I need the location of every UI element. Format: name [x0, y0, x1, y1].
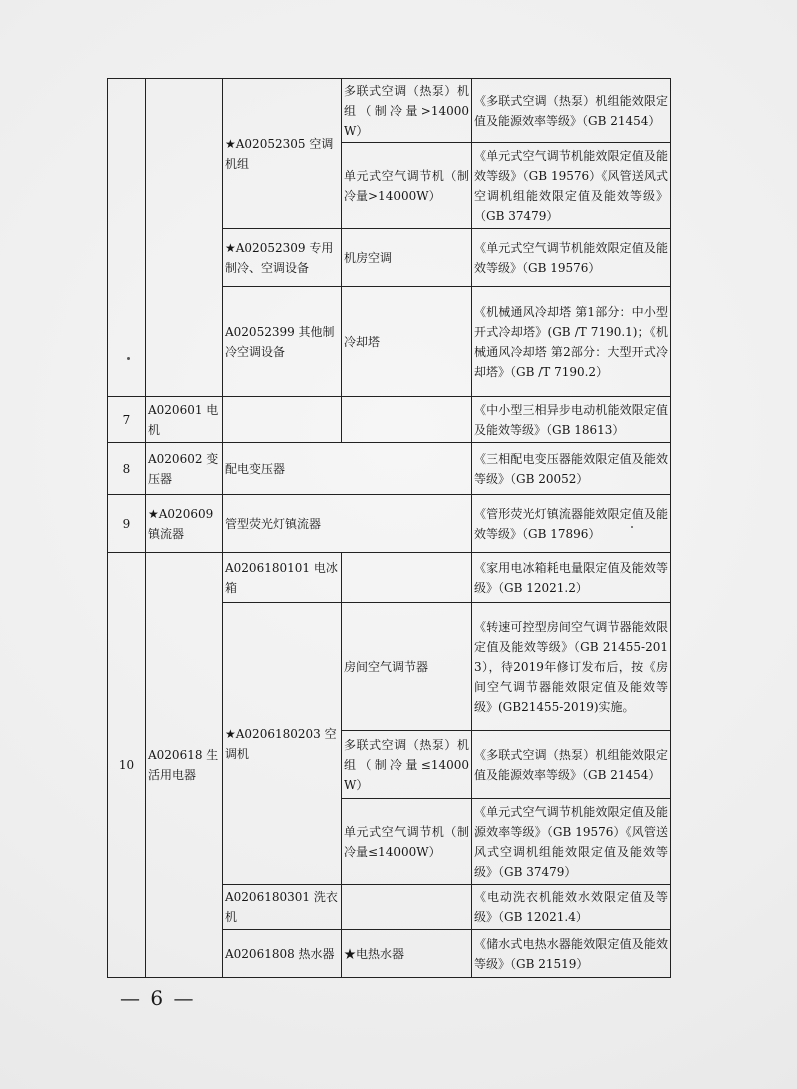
- category-cell: ★A020609 镇流器: [146, 495, 223, 553]
- standard-cell: 《单元式空气调节机能效限定值及能效等级》（GB 19576）: [472, 229, 671, 287]
- product-cell: [342, 885, 472, 930]
- item-cell: ★A0206180203 空调机: [223, 603, 342, 885]
- product-cell: [342, 397, 472, 443]
- table-row: [108, 79, 671, 143]
- row-number-cell: 7: [108, 397, 146, 443]
- scan-speck: [127, 357, 130, 360]
- table-row: [108, 443, 671, 495]
- table-row: [108, 397, 671, 443]
- page-number: — 6 —: [120, 986, 196, 1010]
- standard-cell: 《中小型三相异步电动机能效限定值及能效等级》（GB 18613）: [472, 397, 671, 443]
- standard-cell: 《家用电冰箱耗电量限定值及能效等级》（GB 12021.2）: [472, 553, 671, 603]
- item-cell: A0206180101 电冰箱: [223, 553, 342, 603]
- product-cell: 多联式空调（热泵）机组（制冷量>14000W）: [342, 79, 472, 143]
- item-cell: ★A02052305 空调机组: [223, 79, 342, 229]
- item-cell: A02052399 其他制冷空调设备: [223, 287, 342, 397]
- row-number-cell: [108, 79, 146, 397]
- standard-cell: 《多联式空调（热泵）机组能效限定值及能源效率等级》（GB 21454）: [472, 731, 671, 799]
- item-cell: [223, 397, 342, 443]
- product-cell: 多联式空调（热泵）机组（制冷量≤14000W）: [342, 731, 472, 799]
- item-cell: A0206180301 洗衣机: [223, 885, 342, 930]
- product-cell: 单元式空气调节机（制冷量≤14000W）: [342, 799, 472, 885]
- category-cell: A020602 变压器: [146, 443, 223, 495]
- product-cell: 房间空气调节器: [342, 603, 472, 731]
- standard-cell: 《转速可控型房间空气调节器能效限定值及能效等级》（GB 21455-2013），待2019年修订发布后，按《房间空气调节器能效限定值及能效等级》(GB21455-2019)实施。: [472, 603, 671, 731]
- standard-cell: 《三相配电变压器能效限定值及能效等级》（GB 20052）: [472, 443, 671, 495]
- item-cell: ★A02052309 专用制冷、空调设备: [223, 229, 342, 287]
- product-cell: 机房空调: [342, 229, 472, 287]
- product-cell: 单元式空气调节机（制冷量>14000W）: [342, 143, 472, 229]
- table-row: [108, 495, 671, 553]
- row-number-cell: 9: [108, 495, 146, 553]
- product-cell: [342, 553, 472, 603]
- standard-cell: 《单元式空气调节机能效限定值及能效等级》（GB 19576）《风管送风式空调机组能效限定值及能效等级》（GB 37479）: [472, 143, 671, 229]
- product-cell: ★电热水器: [342, 930, 472, 978]
- standard-cell: 《电动洗衣机能效水效限定值及等级》（GB 12021.4）: [472, 885, 671, 930]
- item-cell: 管型荧光灯镇流器: [223, 495, 472, 553]
- standard-cell: 《机械通风冷却塔 第1部分：中小型开式冷却塔》(GB /T 7190.1)；《机械通风冷却塔 第2部分：大型开式冷却塔》（GB /T 7190.2）: [472, 287, 671, 397]
- category-cell: A020618 生活用电器: [146, 553, 223, 978]
- product-cell: 冷却塔: [342, 287, 472, 397]
- item-cell: A02061808 热水器: [223, 930, 342, 978]
- standard-cell: 《多联式空调（热泵）机组能效限定值及能源效率等级》（GB 21454）: [472, 79, 671, 143]
- energy-standard-table: [107, 78, 671, 978]
- standard-cell: 《单元式空气调节机能效限定值及能源效率等级》（GB 19576）《风管送风式空调机组能效限定值及能效等级》（GB 37479）: [472, 799, 671, 885]
- table-row: [108, 553, 671, 603]
- standard-cell: 《储水式电热水器能效限定值及能效等级》（GB 21519）: [472, 930, 671, 978]
- row-number-cell: 8: [108, 443, 146, 495]
- scan-speck: [631, 526, 633, 528]
- standard-cell: 《管形荧光灯镇流器能效限定值及能效等级》（GB 17896）: [472, 495, 671, 553]
- category-cell: [146, 79, 223, 397]
- row-number-cell: 10: [108, 553, 146, 978]
- item-cell: 配电变压器: [223, 443, 472, 495]
- category-cell: A020601 电机: [146, 397, 223, 443]
